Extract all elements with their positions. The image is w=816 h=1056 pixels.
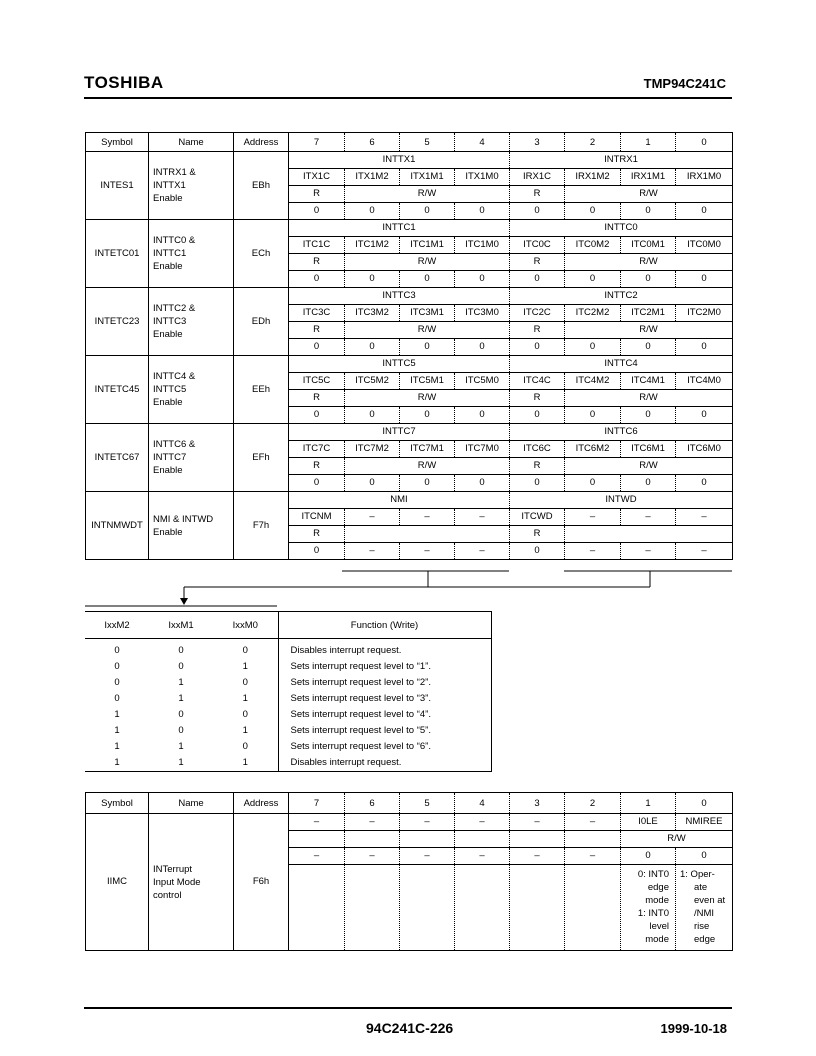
access-cell: R [289, 254, 345, 271]
desc-line: rise [694, 921, 710, 932]
reset-cell: 0 [510, 339, 565, 356]
mode-bit-value: 0 [242, 741, 248, 752]
bit-cell: ITC6C [510, 441, 565, 458]
bit-cell: – [400, 814, 455, 831]
function-description: Disables interrupt request. [278, 639, 491, 660]
access-cell: R/W [345, 322, 510, 339]
reset-cell: 0 [289, 203, 345, 220]
mode-bit-value: 0 [242, 709, 248, 720]
col-header: 0 [676, 133, 733, 152]
bit-cell: ITC2C [510, 305, 565, 322]
register-address: EEh [234, 356, 289, 424]
mode-bit-value: 1 [114, 741, 120, 752]
reset-cell: 0 [510, 407, 565, 424]
col-header: Name [149, 793, 234, 814]
reset-cell: – [455, 543, 510, 560]
desc-line: mode [645, 934, 669, 945]
mode-bit-value: 1 [242, 661, 248, 672]
reset-cell: 0 [621, 848, 676, 865]
bit-cell: ITC0C [510, 237, 565, 254]
high-nibble-label: INTTC3 [289, 288, 510, 305]
col-header: 6 [345, 793, 400, 814]
mode-bit-value: 0 [242, 645, 248, 656]
bit-cell: ITC3M0 [455, 305, 510, 322]
col-header: 1 [621, 793, 676, 814]
bit-cell: ITC5C [289, 373, 345, 390]
function-row [85, 675, 491, 691]
reset-cell: 0 [621, 339, 676, 356]
high-nibble-label: INTTC7 [289, 424, 510, 441]
access-cell: R [289, 322, 345, 339]
bit-cell: – [455, 814, 510, 831]
mode-bit-value: 1 [242, 693, 248, 704]
function-description: Sets interrupt request level to “2”. [278, 675, 491, 691]
reset-cell: 0 [510, 475, 565, 492]
iimc-register-table [85, 792, 733, 951]
bit-cell: ITX1C [289, 169, 345, 186]
function-description: Sets interrupt request level to “6”. [278, 739, 491, 755]
mode-bit-value: 0 [114, 661, 120, 672]
bit-cell: ITC2M0 [676, 305, 733, 322]
col-header: 7 [289, 793, 345, 814]
access-cell: R/W [565, 390, 733, 407]
bit-cell: – [289, 814, 345, 831]
register-name-line: Enable [153, 397, 183, 408]
reset-cell: 0 [289, 475, 345, 492]
footer-rule [84, 1007, 732, 1009]
mode-bit-value: 0 [242, 677, 248, 688]
register-name-line: INTTC6 & [153, 439, 196, 450]
reset-cell: – [565, 848, 621, 865]
reset-cell: 0 [676, 203, 733, 220]
mode-bit-value: 1 [242, 757, 248, 768]
desc-cell [345, 865, 400, 951]
desc-line: edge [647, 882, 669, 893]
reset-cell: 0 [400, 475, 455, 492]
col-header: Symbol [86, 133, 149, 152]
bit-cell: ITC4C [510, 373, 565, 390]
access-cell: R [289, 458, 345, 475]
reset-cell: 0 [455, 475, 510, 492]
bit-cell: – [621, 509, 676, 526]
reset-cell: 0 [455, 339, 510, 356]
mode-bit-value: 1 [114, 725, 120, 736]
bit-cell: ITC2M1 [621, 305, 676, 322]
mode-bit-value: 1 [178, 677, 184, 688]
reset-cell: 0 [400, 339, 455, 356]
reset-cell: 0 [400, 407, 455, 424]
access-cell: R/W [345, 186, 510, 203]
reset-cell: – [510, 848, 565, 865]
function-row [85, 723, 491, 739]
reset-cell: 0 [510, 203, 565, 220]
col-header: Address [234, 793, 289, 814]
reset-cell: 0 [621, 271, 676, 288]
access-cell [455, 831, 510, 848]
bit-cell: ITC6M2 [565, 441, 621, 458]
col-header: Symbol [86, 793, 149, 814]
mode-bit-value: 0 [178, 725, 184, 736]
bit-cell: ITC1M0 [455, 237, 510, 254]
bit-cell: ITC0M0 [676, 237, 733, 254]
register-name-line: control [153, 889, 182, 901]
reset-cell: 0 [345, 203, 400, 220]
function-row [85, 659, 491, 675]
reset-cell: 0 [345, 407, 400, 424]
mode-bit-value: 0 [178, 645, 184, 656]
reset-cell: 0 [565, 271, 621, 288]
low-nibble-label: INTTC4 [510, 356, 733, 373]
function-row [85, 739, 491, 755]
access-cell: R [510, 254, 565, 271]
desc-line: ate [694, 882, 708, 893]
page-number: 94C241C-226 [366, 1020, 454, 1036]
col-header: 4 [455, 133, 510, 152]
register-name-line: Enable [153, 193, 183, 204]
access-cell: R/W [345, 254, 510, 271]
i0le-description [621, 865, 676, 951]
reset-cell: 0 [510, 271, 565, 288]
bit-cell: ITX1M2 [345, 169, 400, 186]
desc-line: 0: INT0 [637, 869, 669, 880]
bit-cell: I0LE [621, 814, 676, 831]
register-symbol: INTES1 [86, 152, 149, 220]
register-symbol: IIMC [86, 814, 149, 951]
bit-cell: ITC5M0 [455, 373, 510, 390]
iimc-bit-names-row [86, 814, 733, 831]
bit-cell: ITC3M1 [400, 305, 455, 322]
col-header: 5 [400, 133, 455, 152]
register-name-line: INTTX1 [153, 180, 186, 191]
reset-cell: 0 [455, 271, 510, 288]
register-address: EDh [234, 288, 289, 356]
access-cell [289, 831, 345, 848]
register-name-line: INTerrupt [153, 863, 193, 875]
col-header: 2 [565, 793, 621, 814]
desc-line: level [649, 921, 669, 932]
register-address: EBh [234, 152, 289, 220]
company-logo: TOSHIBA [84, 73, 164, 92]
reset-cell: 0 [400, 203, 455, 220]
register-address: F7h [234, 492, 289, 560]
function-row [85, 639, 491, 660]
bit-cell: ITC7C [289, 441, 345, 458]
high-nibble-label: NMI [289, 492, 510, 509]
function-description: Sets interrupt request level to “5”. [278, 723, 491, 739]
reset-cell: 0 [621, 203, 676, 220]
desc-cell [510, 865, 565, 951]
access-cell: R/W [565, 254, 733, 271]
access-cell [510, 831, 565, 848]
bit-cell: ITC1C [289, 237, 345, 254]
reset-cell: 0 [289, 543, 345, 560]
register-name-line: Enable [153, 261, 183, 272]
reset-cell: 0 [289, 339, 345, 356]
col-header: 5 [400, 793, 455, 814]
bit-cell: NMIREE [676, 814, 733, 831]
register-symbol: INTETC67 [86, 424, 149, 492]
bit-cell: ITC5M1 [400, 373, 455, 390]
function-description: Sets interrupt request level to “4”. [278, 707, 491, 723]
col-header: 3 [510, 133, 565, 152]
bit-cell: ITC0M2 [565, 237, 621, 254]
col-header: IxxM1 [149, 612, 213, 639]
register-name-line: INTTC5 [153, 384, 187, 395]
reset-cell: 0 [455, 203, 510, 220]
bit-cell: ITC1M1 [400, 237, 455, 254]
reset-cell: 0 [621, 475, 676, 492]
col-header: 6 [345, 133, 400, 152]
bit-cell: ITC6M1 [621, 441, 676, 458]
access-cell: R [289, 186, 345, 203]
model-number: TMP94C241C [643, 76, 726, 91]
low-nibble-label: INTTC6 [510, 424, 733, 441]
access-cell: R [510, 526, 565, 543]
bit-cell: ITX1M0 [455, 169, 510, 186]
access-cell: R/W [565, 186, 733, 203]
reset-cell: – [345, 848, 400, 865]
reset-cell: – [400, 543, 455, 560]
access-cell: R [510, 186, 565, 203]
bit-cell: IRX1M1 [621, 169, 676, 186]
desc-cell [565, 865, 621, 951]
reset-cell: 0 [345, 339, 400, 356]
desc-cell [400, 865, 455, 951]
access-cell [565, 831, 621, 848]
function-row [85, 707, 491, 723]
register-name-line: Input Mode [153, 876, 201, 888]
register-name-line: INTTC4 & [153, 371, 196, 382]
access-cell: R [289, 390, 345, 407]
col-header: Address [234, 133, 289, 152]
low-nibble-label: INTWD [510, 492, 733, 509]
bit-cell: ITC4M0 [676, 373, 733, 390]
reset-cell: – [676, 543, 733, 560]
access-cell: R [510, 322, 565, 339]
reset-cell: 0 [676, 271, 733, 288]
bit-cell: ITC0M1 [621, 237, 676, 254]
function-description: Sets interrupt request level to “3”. [278, 691, 491, 707]
register-symbol: INTETC01 [86, 220, 149, 288]
access-cell: R/W [621, 831, 733, 848]
col-header: Name [149, 133, 234, 152]
function-description: Sets interrupt request level to “1”. [278, 659, 491, 675]
bit-cell: – [400, 509, 455, 526]
desc-cell [455, 865, 510, 951]
mode-bit-value: 0 [114, 645, 120, 656]
col-header: 3 [510, 793, 565, 814]
access-cell: R [510, 390, 565, 407]
mode-bit-value: 1 [242, 725, 248, 736]
reset-cell: – [400, 848, 455, 865]
reset-cell: – [289, 848, 345, 865]
bit-cell: ITC7M0 [455, 441, 510, 458]
interrupt-level-function-table [85, 611, 492, 772]
bit-cell: ITC7M2 [345, 441, 400, 458]
bit-cell: – [510, 814, 565, 831]
reset-cell: 0 [565, 407, 621, 424]
reset-cell: 0 [621, 407, 676, 424]
mode-bit-value: 1 [178, 757, 184, 768]
col-header: 0 [676, 793, 733, 814]
mode-bit-value: 1 [178, 741, 184, 752]
access-cell [345, 831, 400, 848]
bit-cell: ITC7M1 [400, 441, 455, 458]
bit-cell: ITCWD [510, 509, 565, 526]
mode-bit-value: 1 [178, 693, 184, 704]
bit-cell: ITC2M2 [565, 305, 621, 322]
bit-cell: ITC3C [289, 305, 345, 322]
function-row [85, 755, 491, 772]
access-cell: R/W [345, 458, 510, 475]
register-symbol: INTNMWDT [86, 492, 149, 560]
register-symbol: INTETC23 [86, 288, 149, 356]
bit-cell: – [345, 509, 400, 526]
reset-cell: 0 [676, 848, 733, 865]
low-nibble-label: INTTC2 [510, 288, 733, 305]
reset-cell: – [621, 543, 676, 560]
reset-cell: – [345, 543, 400, 560]
access-cell: R [289, 526, 345, 543]
reset-cell: 0 [565, 339, 621, 356]
reset-cell: 0 [676, 475, 733, 492]
bit-cell: – [345, 814, 400, 831]
mode-bit-value: 0 [114, 677, 120, 688]
bit-cell: ITC1M2 [345, 237, 400, 254]
col-header: 2 [565, 133, 621, 152]
register-name-line: INTRX1 & [153, 167, 196, 178]
mode-bit-value: 0 [114, 693, 120, 704]
register-symbol: INTETC45 [86, 356, 149, 424]
register-name-line: INTTC3 [153, 316, 187, 327]
desc-line: even at [694, 895, 726, 906]
reset-cell: – [565, 543, 621, 560]
register-name-line: INTTC0 & [153, 235, 196, 246]
high-nibble-label: INTTX1 [289, 152, 510, 169]
reset-cell: 0 [400, 271, 455, 288]
col-header: Function (Write) [278, 612, 491, 639]
bit-cell: – [455, 509, 510, 526]
access-cell: R/W [565, 322, 733, 339]
bit-cell: ITX1M1 [400, 169, 455, 186]
function-description: Disables interrupt request. [278, 755, 491, 772]
high-nibble-label: INTTC5 [289, 356, 510, 373]
register-name-line: Enable [153, 465, 183, 476]
col-header: IxxM2 [85, 612, 149, 639]
desc-cell [289, 865, 345, 951]
bit-cell: ITC5M2 [345, 373, 400, 390]
register-name-line: INTTC2 & [153, 303, 196, 314]
bit-cell: IRX1M0 [676, 169, 733, 186]
register-name-line: NMI & INTWD [153, 513, 214, 525]
register-name-line: Enable [153, 526, 183, 538]
register-name-line: INTTC1 [153, 248, 187, 259]
mode-bit-value: 0 [178, 709, 184, 720]
desc-line: mode [645, 895, 669, 906]
bit-cell: ITC4M1 [621, 373, 676, 390]
desc-line: 1: INT0 [637, 908, 669, 919]
register-address: F6h [234, 814, 289, 951]
bit-cell: ITC4M2 [565, 373, 621, 390]
bit-cell: ITC6M0 [676, 441, 733, 458]
bit-cell: – [565, 509, 621, 526]
access-cell: R [510, 458, 565, 475]
reset-cell: 0 [565, 203, 621, 220]
reset-cell: – [455, 848, 510, 865]
desc-line: edge [694, 934, 716, 945]
register-name-line: INTTC7 [153, 452, 187, 463]
reset-cell: 0 [289, 407, 345, 424]
register-name [149, 814, 234, 951]
low-nibble-label: INTTC0 [510, 220, 733, 237]
bit-cell: – [565, 814, 621, 831]
bit-cell: IRX1C [510, 169, 565, 186]
function-row [85, 691, 491, 707]
col-header: 4 [455, 793, 510, 814]
mode-bit-value: 0 [178, 661, 184, 672]
reset-cell: 0 [455, 407, 510, 424]
access-cell [400, 831, 455, 848]
high-nibble-label: INTTC1 [289, 220, 510, 237]
col-header: IxxM0 [213, 612, 278, 639]
mode-bit-value: 1 [114, 709, 120, 720]
bit-cell: IRX1M2 [565, 169, 621, 186]
reset-cell: 0 [510, 543, 565, 560]
col-header: 7 [289, 133, 345, 152]
reset-cell: 0 [289, 271, 345, 288]
reset-cell: 0 [676, 407, 733, 424]
register-address: EFh [234, 424, 289, 492]
bit-cell: ITC3M2 [345, 305, 400, 322]
document-date: 1999-10-18 [660, 1021, 727, 1036]
desc-line: /NMI [694, 908, 715, 919]
access-cell: R/W [565, 458, 733, 475]
low-nibble-label: INTRX1 [510, 152, 733, 169]
access-cell: R/W [345, 390, 510, 407]
mode-bit-value: 1 [114, 757, 120, 768]
register-name-line: Enable [153, 329, 183, 340]
col-header: 1 [621, 133, 676, 152]
reset-cell: 0 [676, 339, 733, 356]
nmiree-description [676, 865, 733, 951]
desc-line: 1: Oper- [680, 869, 715, 880]
reset-cell: 0 [345, 271, 400, 288]
reset-cell: 0 [345, 475, 400, 492]
reset-cell: 0 [565, 475, 621, 492]
bit-cell: ITCNM [289, 509, 345, 526]
register-address: ECh [234, 220, 289, 288]
bit-cell: – [676, 509, 733, 526]
